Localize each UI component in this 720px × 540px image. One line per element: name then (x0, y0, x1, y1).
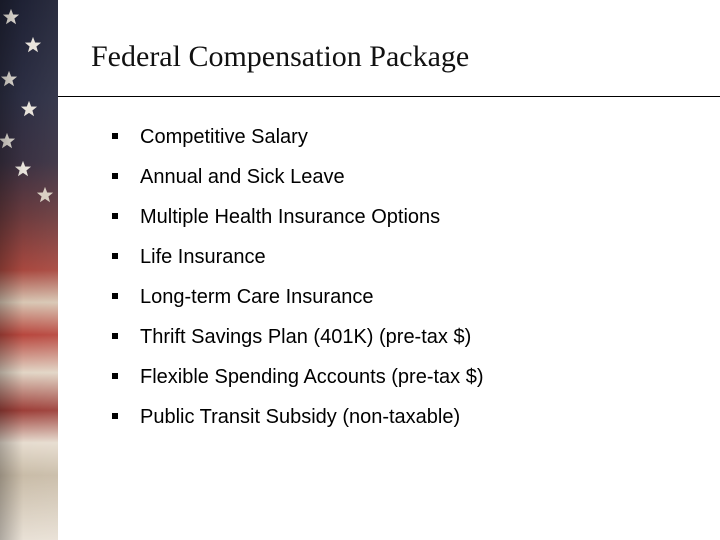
american-flag-decoration (0, 0, 58, 540)
list-item (112, 397, 484, 437)
list-item-text: Long-term Care Insurance (140, 286, 374, 308)
benefits-list (112, 117, 484, 437)
list-item (112, 357, 484, 397)
square-bullet-icon (112, 133, 118, 139)
list-item-text: Annual and Sick Leave (140, 166, 345, 188)
square-bullet-icon (112, 253, 118, 259)
title-divider (58, 96, 720, 97)
list-item-text: Thrift Savings Plan (401K) (pre-tax $) (140, 326, 472, 348)
list-item-text: Public Transit Subsidy (non-taxable) (140, 406, 461, 428)
list-item (112, 237, 484, 277)
square-bullet-icon (112, 293, 118, 299)
list-item (112, 277, 484, 317)
list-item (112, 157, 484, 197)
square-bullet-icon (112, 213, 118, 219)
flag-shading (0, 0, 58, 540)
slide-title: Federal Compensation Package (91, 40, 470, 73)
square-bullet-icon (112, 373, 118, 379)
list-item-text: Flexible Spending Accounts (pre-tax $) (140, 366, 484, 388)
list-item-text: Competitive Salary (140, 126, 308, 148)
list-item (112, 197, 484, 237)
square-bullet-icon (112, 173, 118, 179)
list-item (112, 117, 484, 157)
list-item (112, 317, 484, 357)
list-item-text: Life Insurance (140, 246, 266, 268)
square-bullet-icon (112, 413, 118, 419)
list-item-text: Multiple Health Insurance Options (140, 206, 441, 228)
square-bullet-icon (112, 333, 118, 339)
